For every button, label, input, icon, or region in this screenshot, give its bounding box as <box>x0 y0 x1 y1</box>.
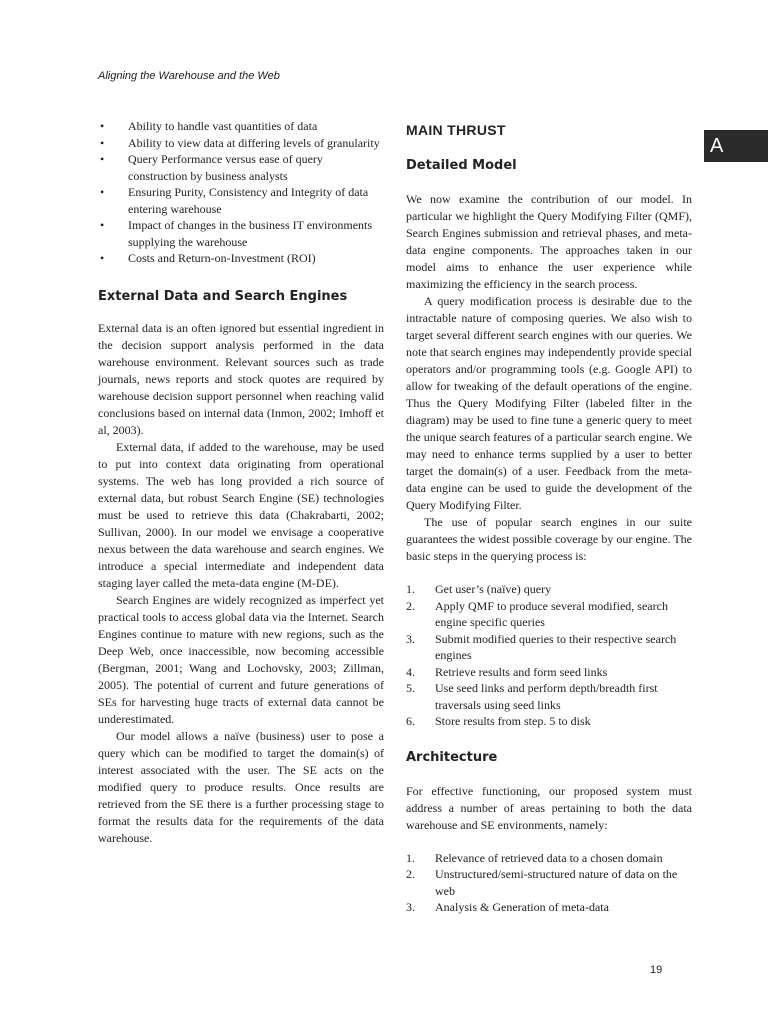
bullet-icon: • <box>100 119 105 133</box>
list-item: • Query Performance versus ease of query construction by business analysts <box>100 152 323 183</box>
requirements-list <box>98 118 384 267</box>
main-thrust-title: MAIN THRUST <box>406 122 506 138</box>
list-item: 3. Submit modified queries to their respective search engines <box>406 631 677 662</box>
list-item: 2. Apply QMF to produce several modified, search engine specific queries <box>406 598 668 629</box>
list-item: 1. Get user’s (naïve) query <box>406 582 552 596</box>
list-item: 5. Use seed links and perform depth/breadth first traversals using seed links <box>406 681 658 712</box>
bullet-icon: • <box>100 135 105 150</box>
section-tab-letter: A <box>704 130 768 162</box>
bullet-icon: • <box>100 218 105 232</box>
list-item: 1. Relevance of retrieved data to a chosen domain <box>406 850 663 865</box>
paragraph: For effective functioning, our proposed system must address a number of areas pertaining to both the data warehouse and SE environments, namely: <box>406 783 692 832</box>
paragraph: External data, if added to the warehouse, may be used to put into context data originating from operational systems. The web has long provided a rich source of external data, but robust Search Engine (SE) technologies must be used to retrieve this data (Chakrabarti, 2002; Sullivan, 2000). In our model we envisage a cooperative nexus between the data warehouse and search engines. We introduce a special intermediate and independent data staging layer called the meta-data engine (M-DE). <box>98 439 384 590</box>
list-item: 2. Unstructured/semi-structured nature of data on the web <box>406 867 678 898</box>
paragraph: Search Engines are widely recognized as imperfect yet practical tools to access global data via the Internet. Search Engines continue to mature with new regions, such as the Deep Web, once inaccessible, now becoming accessible (Bergman, 2001; Wang and Lochovsky, 2003; Zillman, 2005). The potential of current and future generations of SEs for harvesting huge tracts of external data cannot be underestimated. <box>98 592 384 726</box>
list-item: • Impact of changes in the business IT environments supplying the warehouse <box>100 218 373 249</box>
paragraph: External data is an often ignored but essential ingredient in the decision support analysis performed in the data warehouse environment. Relevant sources such as trade journals, news reports and stock quotes are required by warehouse decision support personnel when reaching valid conclusions based on internal data (Inmon, 2002; Imhoff et al, 2003). <box>98 320 384 437</box>
areas-list <box>406 850 692 916</box>
bullet-icon: • <box>100 152 105 166</box>
list-item: • Ability to view data at differing levels of granularity <box>100 135 380 150</box>
list-item: • Ability to handle vast quantities of data <box>100 119 318 133</box>
list-item: 4. Retrieve results and form seed links <box>406 664 608 679</box>
paragraph: A query modification process is desirable due to the intractable nature of composing queries. We also wish to target several different search engines with our queries. We note that search engines may independently provide special operators and/or programming tools (e.g. Google API) to allow for tweaking of the default operations of the engine. Thus the Query Modifying Filter (labeled filter in the diagram) may be used to fine tune a generic query to meet the unique search features of a particular search engine. We may need to enhance terms supplied by a user to better target the domain(s) of a user. Feedback from the meta-data engine can be used to guide the development of the Query Modifying Filter. <box>406 294 692 512</box>
list-item: • Ensuring Purity, Consistency and Integrity of data entering warehouse <box>100 185 369 216</box>
list-item: 3. Analysis & Generation of meta-data <box>406 900 609 914</box>
paragraph: We now examine the contribution of our model. In particular we highlight the Query Modifying Filter (QMF), Search Engines submission and retrieval phases, and meta-data engine components. The approaches taken in our model aims to enhance the user experience while maximizing the efficiency in the search process. <box>406 192 692 291</box>
section-title-external-data: External Data and Search Engines <box>98 288 348 304</box>
paragraph: The use of popular search engines in our suite guarantees the widest possible coverage by our engine. The basic steps in the querying process is: <box>406 515 692 563</box>
list-item: • Costs and Return-on-Investment (ROI) <box>100 251 316 265</box>
paragraph: Our model allows a naïve (business) user to pose a query which can be modified to target the domain(s) of interest associated with the user. The SE acts on the modified query to produce results. Once results are retrieved from the SE there is a further processing stage to format the results data for the requirements of the data warehouse. <box>98 728 384 845</box>
bullet-icon: • <box>100 185 105 199</box>
running-header: Aligning the Warehouse and the Web <box>98 70 280 82</box>
list-item: 6. Store results from step. 5 to disk <box>406 714 591 728</box>
section-title-architecture: Architecture <box>406 749 498 765</box>
left-column <box>98 118 384 847</box>
section-title-detailed-model: Detailed Model <box>406 158 517 173</box>
query-steps-list <box>406 581 692 730</box>
page-number: 19 <box>650 964 663 976</box>
right-column <box>406 118 692 916</box>
bullet-icon: • <box>100 251 105 265</box>
